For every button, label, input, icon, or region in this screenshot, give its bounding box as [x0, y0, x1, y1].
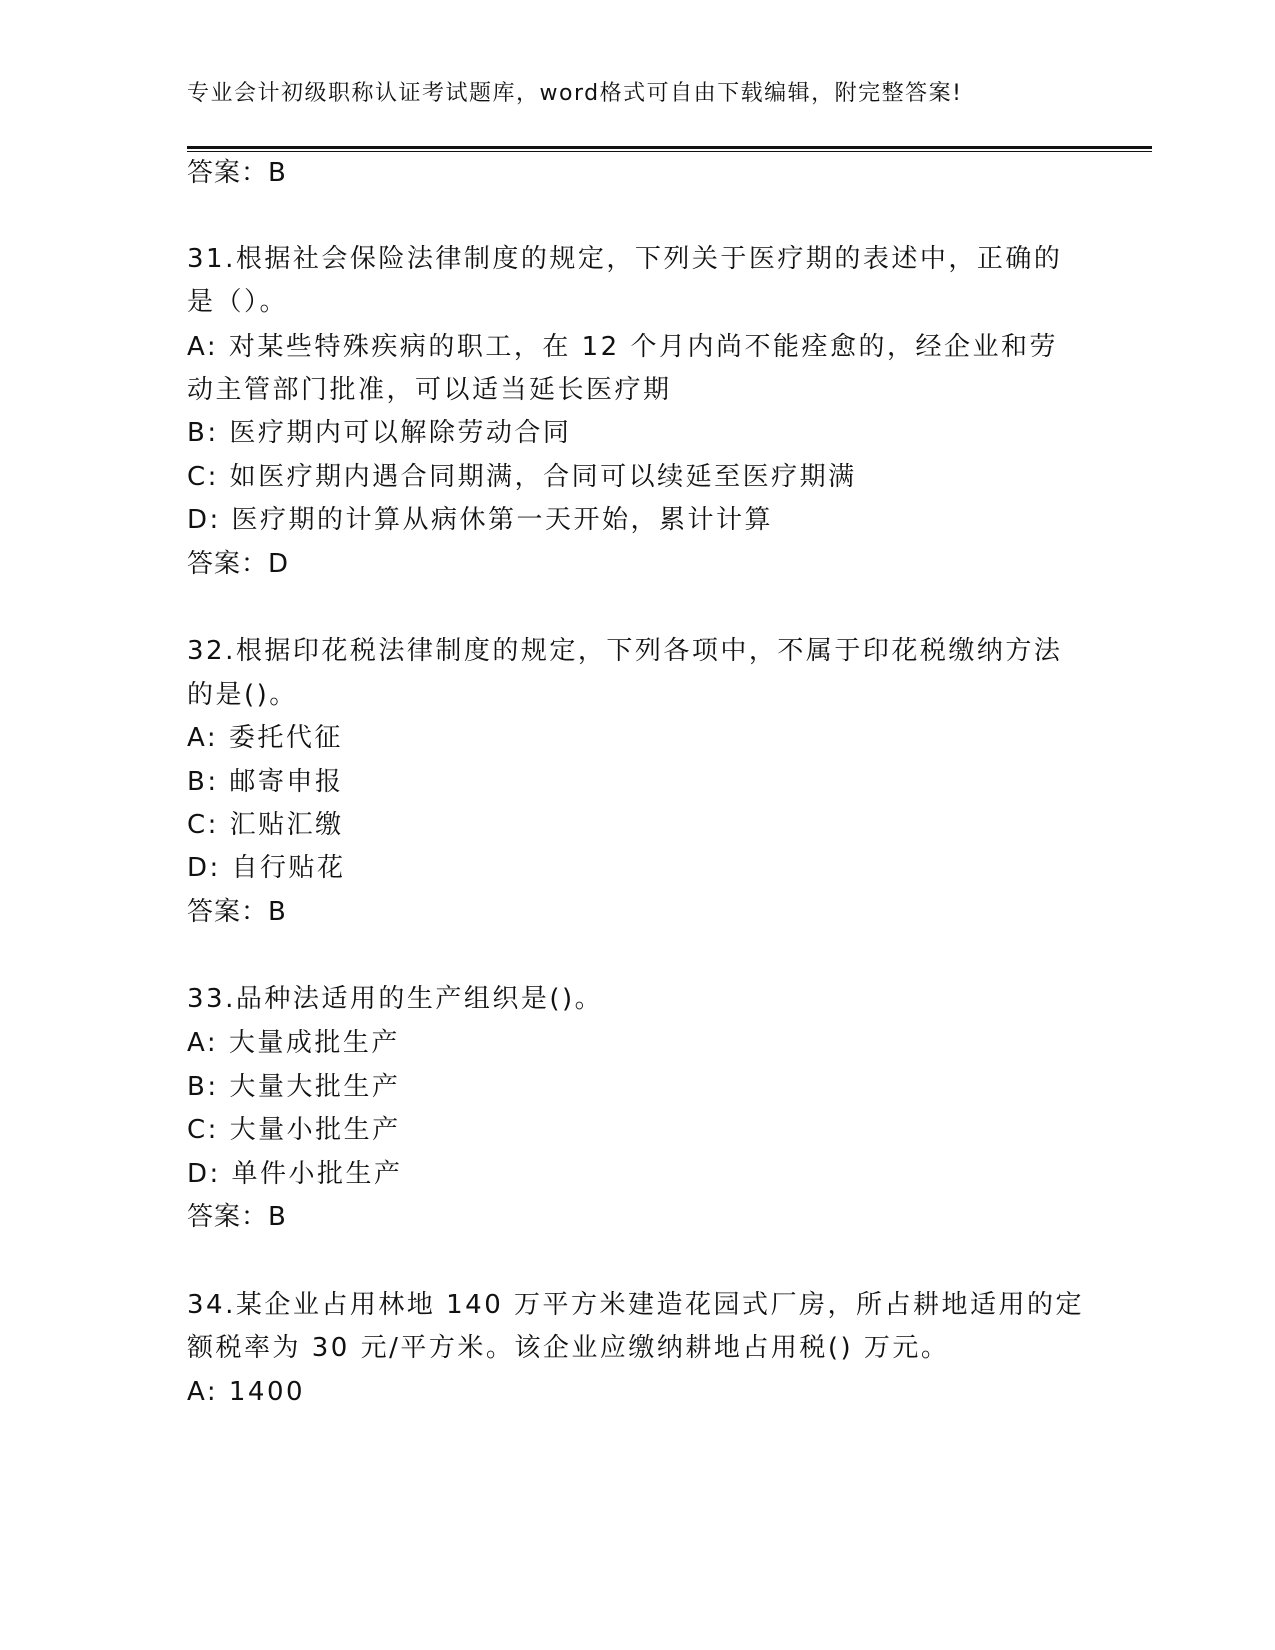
question-32-option-a: A: 委托代征 [187, 723, 343, 753]
answer-32: 答案：B [187, 897, 287, 927]
question-31-option-a-cont: 动主管部门批准，可以适当延长医疗期 [187, 375, 672, 405]
question-31-option-c: C: 如医疗期内遇合同期满，合同可以续延至医疗期满 [187, 462, 857, 492]
question-32-option-b: B: 邮寄申报 [187, 767, 344, 797]
header-rule-thin [187, 151, 1152, 152]
question-34-stem: 34.某企业占用林地 140 万平方米建造花园式厂房，所占耕地适用的定 [187, 1290, 1085, 1320]
question-31-option-b: B: 医疗期内可以解除劳动合同 [187, 418, 572, 448]
question-32-stem-cont: 的是()。 [187, 680, 298, 710]
header-rule-thick [187, 146, 1152, 149]
answer-30: 答案：B [187, 158, 287, 188]
question-31-option-a: A: 对某些特殊疾病的职工，在 12 个月内尚不能痊愈的，经企业和劳 [187, 332, 1058, 362]
question-32-option-d: D: 自行贴花 [187, 853, 346, 883]
answer-33: 答案：B [187, 1202, 287, 1232]
question-34-stem-cont: 额税率为 30 元/平方米。该企业应缴纳耕地占用税() 万元。 [187, 1333, 950, 1363]
question-31-stem-cont: 是（）。 [187, 287, 289, 317]
question-31-stem: 31.根据社会保险法律制度的规定，下列关于医疗期的表述中，正确的 [187, 244, 1063, 274]
question-31-option-d: D: 医疗期的计算从病休第一天开始，累计计算 [187, 505, 774, 535]
question-33-option-c: C: 大量小批生产 [187, 1115, 401, 1145]
question-32-option-c: C: 汇贴汇缴 [187, 810, 344, 840]
question-34-option-a: A: 1400 [187, 1377, 306, 1407]
question-33-option-a: A: 大量成批生产 [187, 1028, 400, 1058]
question-32-stem: 32.根据印花税法律制度的规定，下列各项中，不属于印花税缴纳方法 [187, 636, 1063, 666]
question-33-option-d: D: 单件小批生产 [187, 1159, 403, 1189]
page-header: 专业会计初级职称认证考试题库，word格式可自由下载编辑，附完整答案! [187, 81, 963, 106]
question-33-option-b: B: 大量大批生产 [187, 1072, 401, 1102]
answer-31: 答案：D [187, 549, 290, 579]
question-33-stem: 33.品种法适用的生产组织是()。 [187, 984, 604, 1014]
